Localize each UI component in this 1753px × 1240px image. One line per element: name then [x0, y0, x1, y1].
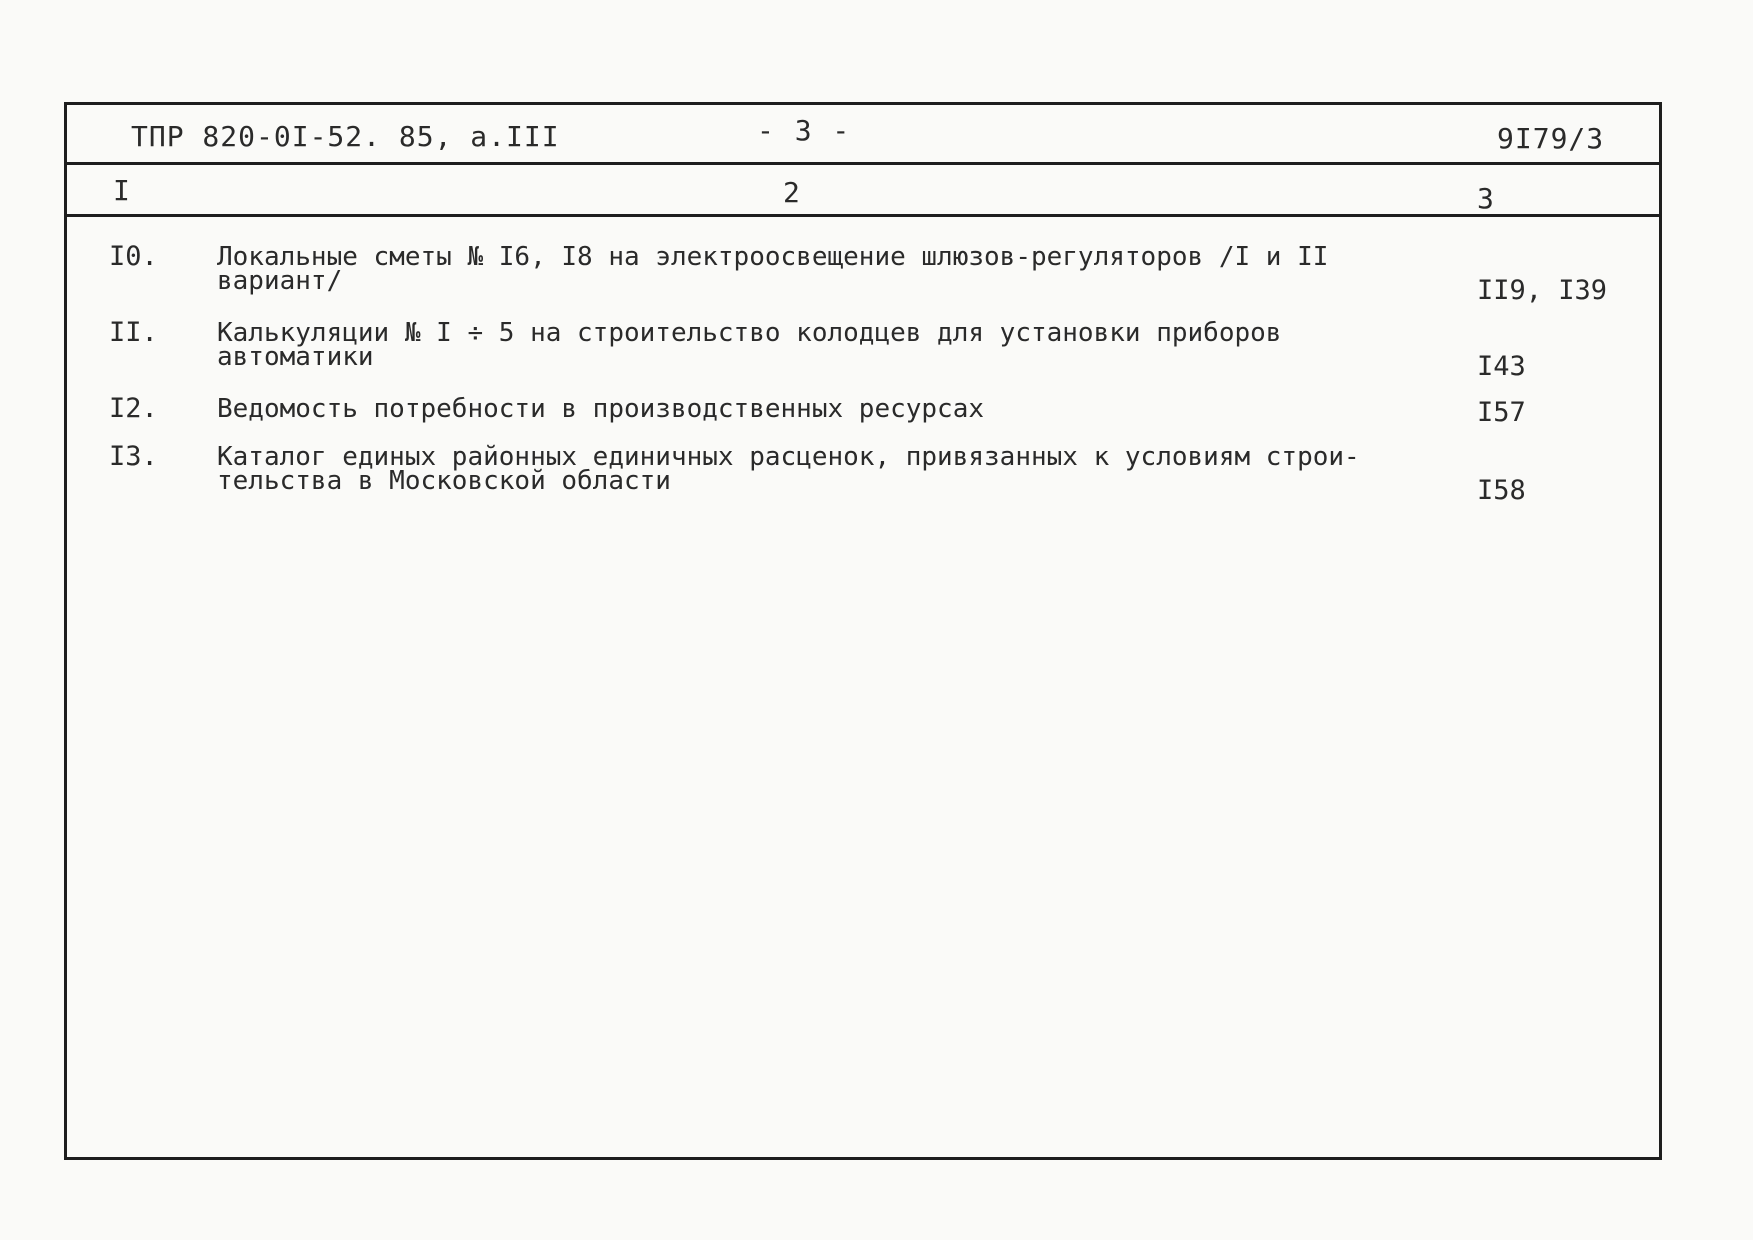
sheet-code: 9I79/3: [1497, 122, 1605, 155]
entry-title: Локальные сметы № I6, I8 на электроосвещение шлюзов-регуляторов /I и II вариант/: [217, 242, 1329, 296]
column-number-3: 3: [1477, 182, 1494, 215]
entry-pages: I58: [1477, 475, 1526, 506]
entry-pages: I57: [1477, 397, 1526, 428]
entry-pages: II9, I39: [1477, 275, 1608, 306]
column-number-row: [67, 165, 1659, 217]
list-item: [67, 441, 1659, 521]
column-number-2: 2: [783, 176, 800, 209]
column-number-1: I: [113, 174, 130, 207]
entry-number: I2.: [109, 393, 158, 424]
list-item: [67, 241, 1659, 321]
entry-number: II.: [109, 317, 158, 348]
document-code: ТПР 820-0I-52. 85, а.III: [131, 120, 560, 153]
list-item: [67, 317, 1659, 397]
entry-title: Калькуляции № I ÷ 5 на строительство колодцев для установки приборов автоматики: [217, 318, 1282, 372]
entry-title: Каталог единых районных единичных расценок, привязанных к условиям строи- тельства в Московской области: [217, 442, 1360, 496]
entry-number: I3.: [109, 441, 158, 472]
list-item: [67, 393, 1659, 445]
contents-list: [67, 241, 1659, 521]
document-frame: [64, 102, 1662, 1160]
entry-number: I0.: [109, 241, 158, 272]
page-number: - 3 -: [757, 114, 852, 147]
entry-pages: I43: [1477, 351, 1526, 382]
header-row: [67, 105, 1659, 165]
entry-title: Ведомость потребности в производственных ресурсах: [217, 394, 985, 424]
